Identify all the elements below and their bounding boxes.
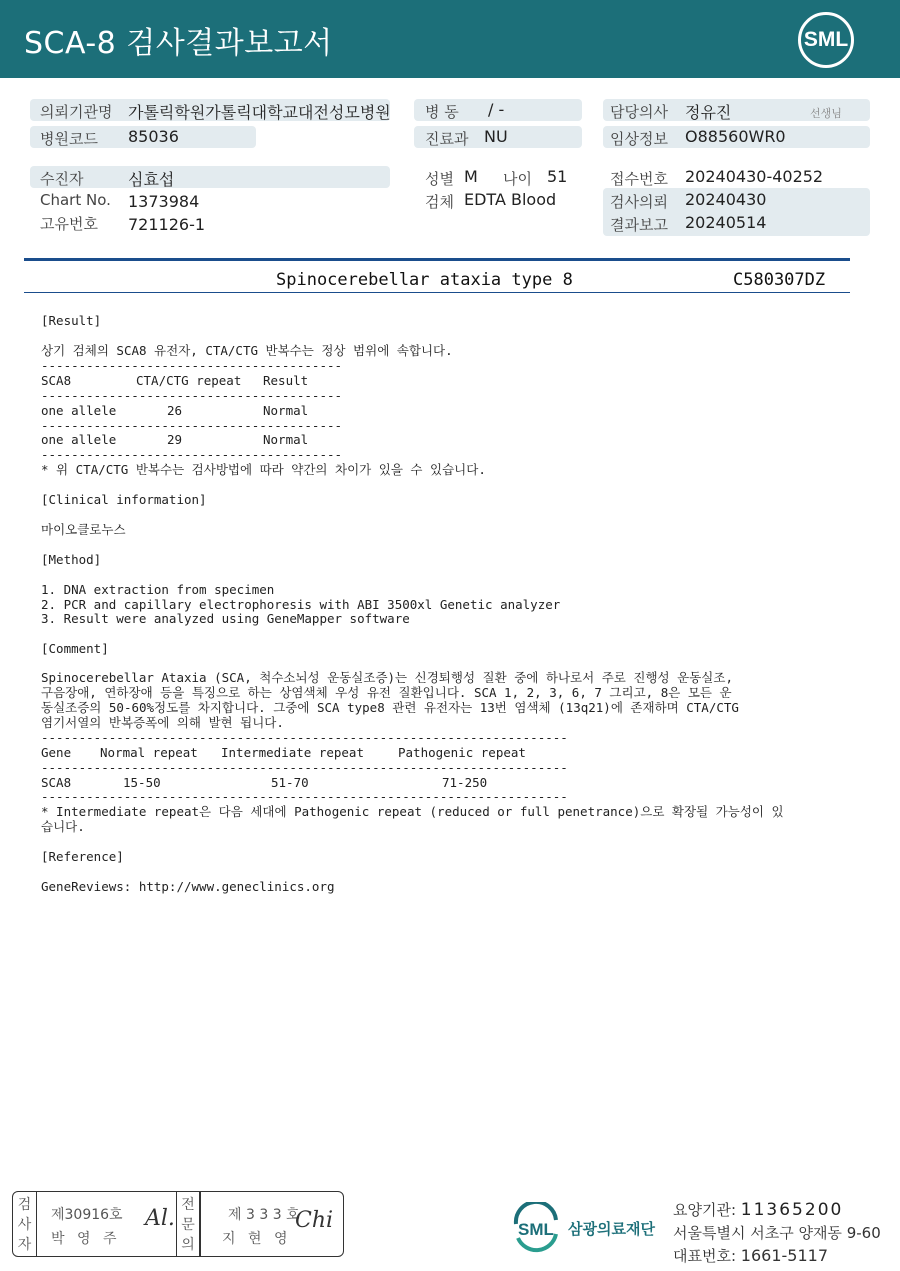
table-row-result: Normal (263, 432, 309, 447)
examiner-name: 박 영 주 (51, 1231, 121, 1247)
patient-name: 심효섭 (128, 170, 175, 189)
range-header-pathogenic: Pathogenic repeat (398, 745, 526, 760)
comment-line: 염기서열의 반복증폭에 의해 발현 됩니다. (41, 715, 284, 730)
phone-label: 대표번호: (673, 1247, 737, 1265)
method-line: 1. DNA extraction from specimen (41, 582, 275, 597)
test-name: Spinocerebellar ataxia type 8 (276, 270, 573, 290)
table-row-result: Normal (263, 403, 309, 418)
specialist-signature: Chi (295, 1208, 334, 1233)
result-table-header-result: Result (263, 373, 309, 388)
table-divider: ---------------------------------------------------------------------- (41, 760, 568, 775)
table-row-repeat: 26 (167, 403, 183, 418)
clinical-label: 임상정보 (610, 130, 668, 148)
table-divider: ---------------------------------------- (41, 388, 343, 403)
institution-value: 가톨릭학원가톨릭대학교대전성모병원 (128, 103, 391, 122)
hospital-code-label: 병원코드 (40, 130, 98, 148)
result-summary: 상기 검체의 SCA8 유전자, CTA/CTG 반복수는 정상 범위에 속합니다. (41, 343, 453, 358)
range-row-gene: SCA8 (41, 775, 72, 790)
report-header (0, 0, 900, 78)
chart-no-label: Chart No. (40, 191, 111, 209)
range-note: * Intermediate repeat은 다음 세대에 Pathogenic repeat (reduced or full penetrance)으로 확장될 가능성이 있 (41, 804, 784, 819)
specialist-number: 제 3 3 3 호 (228, 1207, 300, 1223)
specimen-value: EDTA Blood (464, 190, 557, 209)
age-value: 51 (547, 167, 568, 186)
reference-text: GeneReviews: http://www.geneclinics.org (41, 879, 335, 894)
footer-logo-text: SML (518, 1220, 554, 1239)
institution-label: 의뢰기관명 (40, 103, 113, 121)
examiner-signature: Al. (145, 1206, 175, 1231)
method-line: 2. PCR and capillary electrophoresis with ABI 3500xl Genetic analyzer (41, 597, 561, 612)
reference-heading: [Reference] (41, 849, 124, 864)
sml-logo-text: SML (803, 28, 849, 51)
sex-label: 성별 (425, 170, 454, 188)
range-header-gene: Gene (41, 745, 72, 760)
table-divider: ---------------------------------------------------------------------- (41, 730, 568, 745)
range-header-normal: Normal repeat (100, 745, 198, 760)
method-heading: [Method] (41, 552, 102, 567)
section-divider-thick (24, 258, 850, 261)
range-header-intermediate: Intermediate repeat (221, 745, 364, 760)
request-date-label: 검사의뢰 (610, 193, 668, 211)
unique-id-label: 고유번호 (40, 215, 98, 233)
section-divider-thin (24, 292, 850, 293)
clinical-text: 마이오클로누스 (41, 522, 126, 537)
specialist-label (176, 1192, 200, 1256)
clinical-value: O88560WR0 (685, 127, 786, 146)
facility-code-value: 11365200 (740, 1200, 844, 1220)
range-note: 습니다. (41, 819, 85, 834)
specialist-label-text: 전문의 (181, 1197, 195, 1253)
range-row-normal: 15-50 (123, 775, 161, 790)
table-divider: ---------------------------------------- (41, 447, 343, 462)
result-heading: [Result] (41, 313, 102, 328)
footer-brand: 삼광의료재단 (568, 1220, 655, 1238)
age-label: 나이 (503, 170, 532, 188)
specialist-name: 지 현 영 (222, 1231, 292, 1247)
examiner-label-text: 검사자 (17, 1197, 32, 1253)
table-row-allele: one allele (41, 432, 117, 447)
receipt-value: 20240430-40252 (685, 167, 824, 186)
comment-line: Spinocerebellar Ataxia (SCA, 척수소뇌성 운동실조증)는 신경퇴행성 질환 중에 하나로서 주로 진행성 운동실조, (41, 670, 733, 685)
report-date-value: 20240514 (685, 213, 767, 232)
table-row-repeat: 29 (167, 432, 183, 447)
doctor-name: 정유진 (685, 103, 732, 122)
sex-value: M (464, 167, 478, 186)
result-note: * 위 CTA/CTG 반복수는 검사방법에 따라 약간의 차이가 있을 수 있습니다. (41, 462, 486, 477)
facility-code (673, 1199, 843, 1220)
ward-label: 병 동 (425, 103, 459, 121)
footer-address: 서울특별시 서초구 양재동 9-60 (673, 1224, 881, 1242)
receipt-label: 접수번호 (610, 170, 668, 188)
hospital-code-value: 85036 (128, 127, 179, 146)
doctor-suffix: 선생님 (810, 107, 842, 120)
chart-no-value: 1373984 (128, 192, 200, 211)
examiner-label (13, 1192, 37, 1256)
range-row-pathogenic: 71-250 (442, 775, 488, 790)
stamp-divider (200, 1192, 201, 1256)
table-divider: ---------------------------------------- (41, 418, 343, 433)
dept-label: 진료과 (425, 130, 469, 148)
patient-row (30, 166, 390, 188)
unique-id-value: 721126-1 (128, 215, 206, 234)
footer-phone (673, 1245, 828, 1266)
request-date-value: 20240430 (685, 190, 767, 209)
table-divider: ---------------------------------------------------------------------- (41, 789, 568, 804)
sml-logo (798, 12, 854, 68)
comment-line: 동실조증의 50-60%정도를 차지합니다. 그중에 SCA type8 관련 유전자는 13번 염색체 (13q21)에 존재하며 CTA/CTG (41, 700, 739, 715)
result-table-header-repeat: CTA/CTG repeat (136, 373, 242, 388)
doctor-label: 담당의사 (610, 103, 668, 121)
report-date-label: 결과보고 (610, 216, 668, 234)
signature-stamp (12, 1191, 344, 1257)
specimen-label: 검체 (425, 193, 454, 211)
report-title: SCA-8 검사결과보고서 (24, 26, 333, 61)
table-row-allele: one allele (41, 403, 117, 418)
dept-value: NU (484, 127, 508, 146)
test-code: C580307DZ (733, 270, 826, 290)
result-table-header-gene: SCA8 (41, 373, 72, 388)
clinical-heading: [Clinical information] (41, 492, 207, 507)
method-line: 3. Result were analyzed using GeneMapper software (41, 611, 410, 626)
sml-footer-logo (510, 1202, 562, 1254)
facility-code-label: 요양기관: (673, 1201, 737, 1219)
phone-value: 1661-5117 (740, 1246, 829, 1265)
patient-label: 수진자 (40, 170, 84, 188)
comment-heading: [Comment] (41, 641, 109, 656)
comment-line: 구음장애, 연하장애 등을 특징으로 하는 상염색체 우성 유전 질환입니다. SCA 1, 2, 3, 6, 7 그리고, 8은 모든 운 (41, 685, 732, 700)
table-divider: ---------------------------------------- (41, 358, 343, 373)
ward-value: / - (488, 100, 505, 119)
examiner-number: 제30916호 (51, 1207, 123, 1223)
range-row-intermediate: 51-70 (271, 775, 309, 790)
